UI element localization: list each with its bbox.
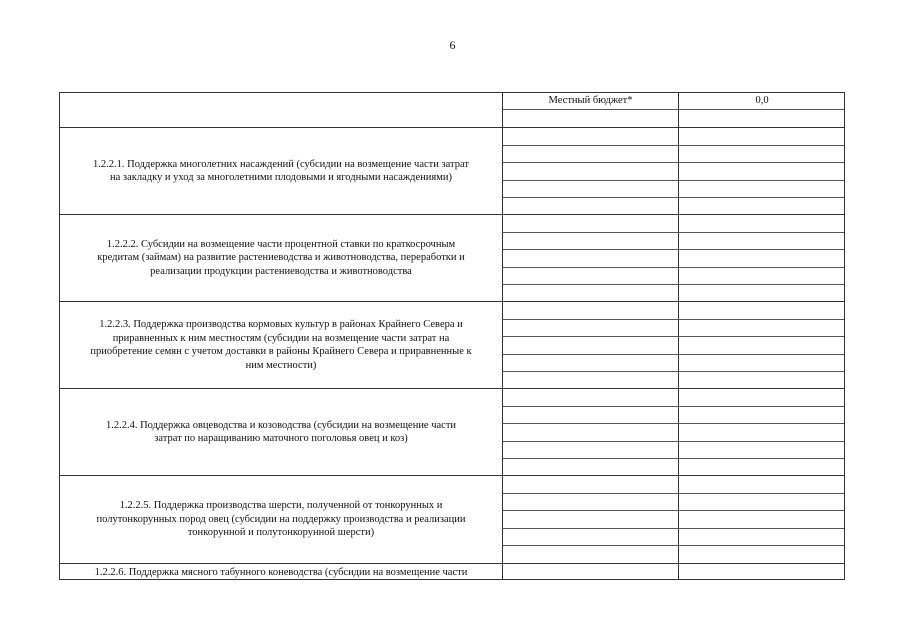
budget-value: 0,0 (755, 95, 769, 106)
sub-row-line (502, 510, 844, 511)
sub-row-line (502, 354, 844, 355)
item-description-4 (60, 389, 502, 475)
sub-row-line (502, 180, 844, 181)
sub-row-line (502, 371, 844, 372)
budget-source-label: Местный бюджет* (548, 95, 633, 106)
item-5-line-2: полутонкорунных пород овец (субсидии на поддержку производства и реализации (96, 513, 466, 525)
item-1-line-1: 1.2.2.1. Поддержка многолетних насаждений (субсидии на возмещение части затрат (93, 158, 469, 170)
item-5-line-3: тонкорунной и полутонкорунной шерсти) (187, 527, 375, 539)
sub-row-line (502, 458, 844, 459)
sub-row-line (502, 145, 844, 146)
item-5-line-1: 1.2.2.5. Поддержка производства шерсти, полученной от тонкорунных и (119, 500, 443, 512)
sub-row-line (502, 232, 844, 233)
item-description-2 (60, 215, 502, 301)
item-6-line-1: 1.2.2.6. Поддержка мясного табунного коневодства (субсидии на возмещение части (94, 567, 468, 578)
item-description-3 (60, 302, 502, 388)
item-4-line-2: затрат по наращиванию маточного поголовья овец и коз) (154, 433, 408, 444)
item-description-1 (60, 128, 502, 214)
sub-row-line (502, 197, 844, 198)
sub-row-line (502, 545, 844, 546)
sub-row-line (502, 162, 844, 163)
sub-row-line (502, 267, 844, 268)
sub-row-line (502, 423, 844, 424)
sub-row-line (502, 493, 844, 494)
item-2-line-3: реализации продукции растениеводства и животноводства (150, 265, 412, 277)
sub-row-line (502, 528, 844, 529)
sub-row-line (502, 109, 844, 110)
item-2-line-1: 1.2.2.2. Субсидии на возмещение части процентной ставки по краткосрочным (106, 238, 456, 250)
sub-row-line (502, 441, 844, 442)
item-3-line-3: приобретение семян с учетом доставки в районы Крайнего Севера и приравненные к (90, 346, 472, 357)
item-2-line-2: кредитам (займам) на развитие растениеводства и животноводства, переработки и (97, 252, 465, 264)
item-description-6 (60, 564, 502, 580)
page-number: 6 (449, 38, 456, 52)
sub-row-line (502, 319, 844, 320)
item-1-line-2: на закладку и уход за многолетними плодовыми и ягодными насаждениями) (110, 172, 452, 183)
sub-row-line (502, 336, 844, 337)
item-4-line-1: 1.2.2.4. Поддержка овцеводства и козоводства (субсидии на возмещение части (105, 419, 457, 431)
item-description-5 (60, 476, 502, 563)
item-3-line-1: 1.2.2.3. Поддержка производства кормовых культур в районах Крайнего Севера и (99, 319, 463, 330)
item-3-line-2: приравненных к ним местностям (субсидии на возмещение части затрат на (112, 332, 450, 344)
sub-row-line (502, 406, 844, 407)
sub-row-line (502, 284, 844, 285)
budget-table (59, 92, 845, 580)
item-3-line-4: ним местности) (245, 359, 317, 371)
sub-row-line (502, 249, 844, 250)
